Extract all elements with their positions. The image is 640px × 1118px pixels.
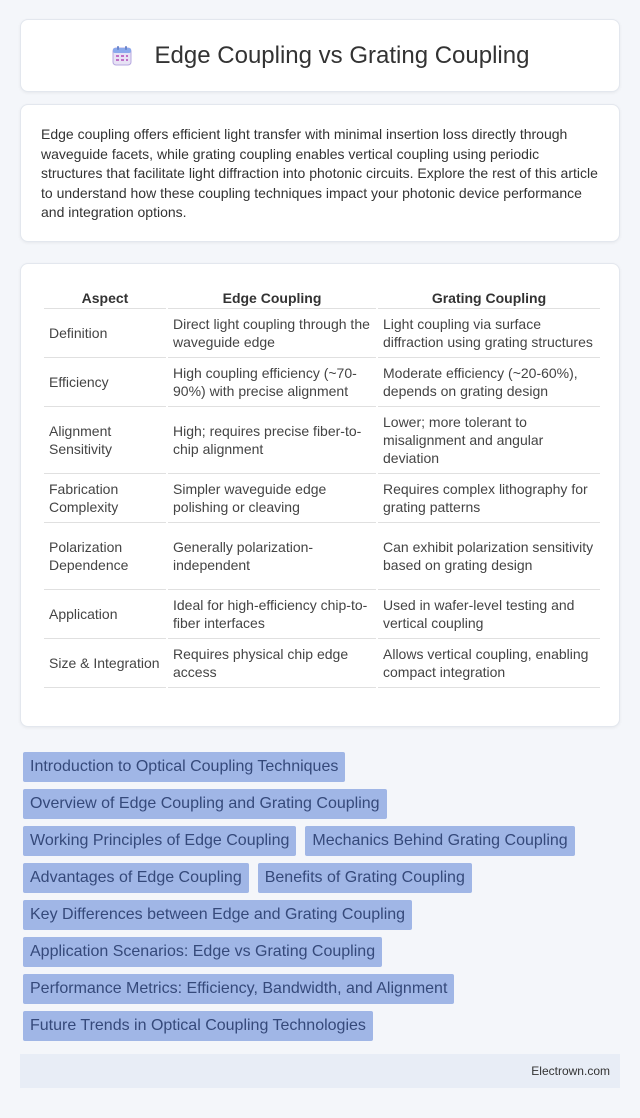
table-cell: Alignment Sensitivity: [44, 407, 166, 474]
link-row: [23, 974, 623, 1004]
link-row: [23, 1011, 623, 1041]
link-grating-benefits[interactable]: Benefits of Grating Coupling: [258, 863, 472, 893]
intro-card: [20, 104, 620, 242]
link-future-trends[interactable]: Future Trends in Optical Coupling Technologies: [23, 1011, 373, 1041]
table-cell: Allows vertical coupling, enabling compact integration: [378, 639, 600, 688]
table-cell: Application: [44, 590, 166, 639]
link-overview[interactable]: Overview of Edge Coupling and Grating Coupling: [23, 789, 387, 819]
table-header-row: [44, 284, 600, 309]
link-row: [23, 789, 623, 819]
link-key-differences[interactable]: Key Differences between Edge and Grating Coupling: [23, 900, 412, 930]
table-row: [44, 309, 600, 358]
table-cell: Requires physical chip edge access: [168, 639, 376, 688]
table-cell: Requires complex lithography for grating patterns: [378, 474, 600, 523]
table-header-edge: Edge Coupling: [168, 284, 376, 309]
link-edge-advantages[interactable]: Advantages of Edge Coupling: [23, 863, 249, 893]
table-cell: High coupling efficiency (~70-90%) with precise alignment: [168, 358, 376, 407]
calendar-icon: [111, 45, 133, 67]
table-row: [44, 639, 600, 688]
footer-site[interactable]: Electrown.com: [531, 1064, 610, 1078]
table-row: [44, 407, 600, 474]
table-cell: Used in wafer-level testing and vertical coupling: [378, 590, 600, 639]
link-row: [23, 863, 623, 893]
table-row: [44, 523, 600, 590]
related-links: [23, 752, 623, 1048]
link-edge-principles[interactable]: Working Principles of Edge Coupling: [23, 826, 296, 856]
table-row: [44, 358, 600, 407]
link-grating-mechanics[interactable]: Mechanics Behind Grating Coupling: [305, 826, 574, 856]
link-application-scenarios[interactable]: Application Scenarios: Edge vs Grating Coupling: [23, 937, 382, 967]
link-row: [23, 937, 623, 967]
comparison-table: [42, 284, 602, 688]
link-row: [23, 826, 623, 856]
link-row: [23, 900, 623, 930]
table-header-grating: Grating Coupling: [378, 284, 600, 309]
table-cell: Direct light coupling through the waveguide edge: [168, 309, 376, 358]
table-cell: Lower; more tolerant to misalignment and angular deviation: [378, 407, 600, 474]
table-row: [44, 590, 600, 639]
table-cell: Polarization Dependence: [44, 523, 166, 590]
table-row: [44, 474, 600, 523]
table-cell: Generally polarization-independent: [168, 523, 376, 590]
table-cell: Can exhibit polarization sensitivity based on grating design: [378, 523, 600, 590]
title-card: [20, 19, 620, 92]
comparison-table-card: [20, 263, 620, 727]
page-title: Edge Coupling vs Grating Coupling: [154, 41, 530, 69]
table-cell: Definition: [44, 309, 166, 358]
table-cell: Moderate efficiency (~20-60%), depends on grating design: [378, 358, 600, 407]
link-performance-metrics[interactable]: Performance Metrics: Efficiency, Bandwidth, and Alignment: [23, 974, 454, 1004]
table-cell: Fabrication Complexity: [44, 474, 166, 523]
footer: [20, 1054, 620, 1088]
intro-text: Edge coupling offers efficient light transfer with minimal insertion loss directly through waveguide facets, while grating coupling enables vertical coupling using periodic structures that facilitate light diffraction into photonic circuits. Explore the rest of this article to understand how these coupling techniques impact your photonic device performance and integration options.: [41, 126, 598, 220]
table-header-aspect: Aspect: [44, 284, 166, 309]
table-cell: Ideal for high-efficiency chip-to-fiber interfaces: [168, 590, 376, 639]
link-row: [23, 752, 623, 782]
table-cell: Light coupling via surface diffraction using grating structures: [378, 309, 600, 358]
table-cell: Size & Integration: [44, 639, 166, 688]
table-cell: Simpler waveguide edge polishing or cleaving: [168, 474, 376, 523]
link-introduction[interactable]: Introduction to Optical Coupling Techniques: [23, 752, 345, 782]
table-cell: High; requires precise fiber-to-chip alignment: [168, 407, 376, 474]
table-cell: Efficiency: [44, 358, 166, 407]
